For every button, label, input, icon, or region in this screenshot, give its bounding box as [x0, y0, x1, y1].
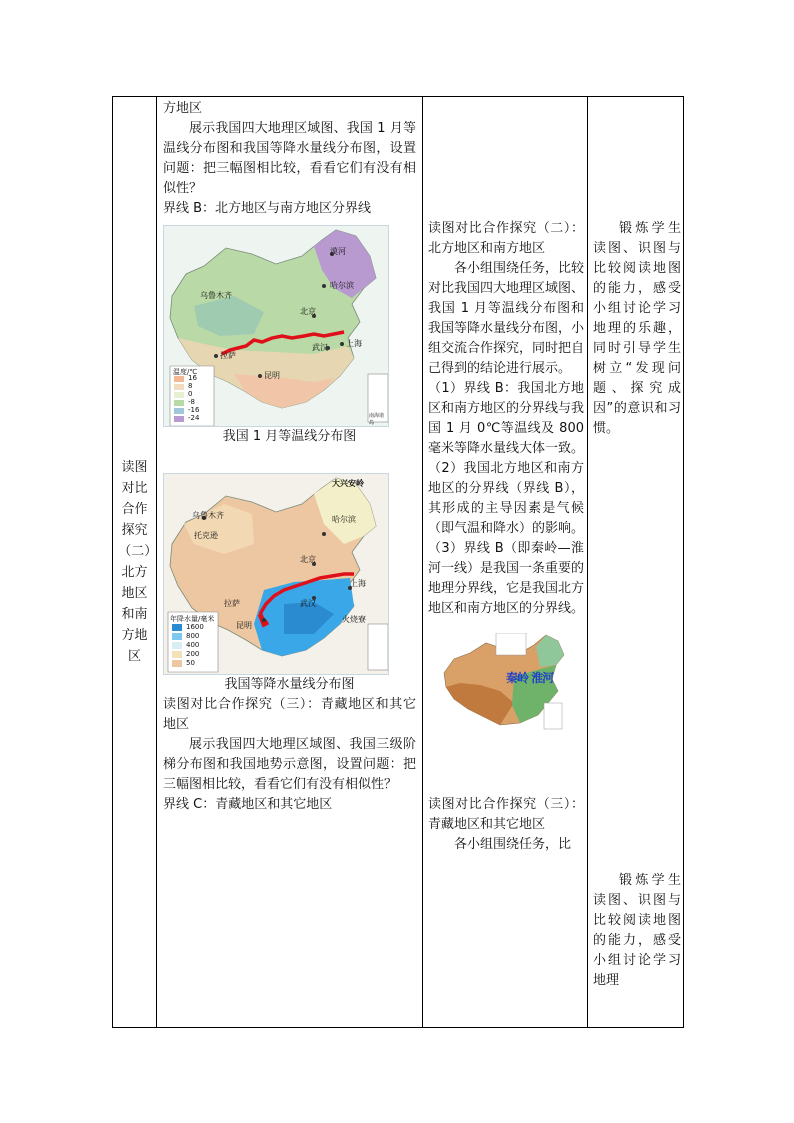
legend-value: 800	[186, 632, 200, 640]
map-label-tlkt: 托克逊	[194, 531, 218, 540]
precipitation-map	[163, 473, 389, 675]
legend-value: 16	[188, 374, 197, 382]
figure-caption: 我国等降水量线分布图	[224, 677, 355, 692]
map-label-urumqi: 乌鲁木齐	[192, 511, 224, 520]
map-label-lasa: 拉萨	[224, 599, 240, 608]
legend-value: -8	[188, 398, 195, 406]
map-label-wuhan: 武汉	[312, 343, 328, 352]
map-label-mohe: 漠河	[330, 247, 346, 256]
january-isotherm-map-graphic	[164, 226, 389, 427]
map-label-shanghai: 上海	[350, 579, 366, 588]
legend-value: 400	[186, 641, 200, 649]
legend-value: 200	[186, 650, 200, 658]
paragraph: 展示我国四大地理区域图、我国 1 月等温线分布图和我国等降水量线分布图，设置问题：把三幅图相比较，看看它们有没有相似性？	[163, 121, 416, 196]
design-intent-cell	[588, 97, 684, 1027]
spacer	[428, 733, 584, 795]
legend-value: 1600	[186, 623, 204, 631]
legend-value: 0	[188, 390, 193, 398]
map-label-dxal: 大兴安岭	[332, 479, 364, 488]
legend-value: -16	[188, 406, 200, 414]
january-isotherm-map	[163, 225, 389, 427]
paragraph: 锻炼学生读图、识图与比较阅读地图的能力，感受小组讨论学习地理的乐趣，同时引导学生树立“发现问题、探究成因”的意识和习惯。	[593, 221, 681, 436]
map-label-kunming: 昆明	[264, 371, 280, 380]
legend-value: 50	[186, 659, 195, 667]
paragraph: 读图对比合作探究（三）：青藏地区和其它地区	[163, 697, 416, 732]
spacer	[593, 439, 681, 871]
paragraph: 读图对比合作探究（三）：青藏地区和其它地区	[428, 797, 584, 832]
paragraph: 读图对比合作探究（二）：北方地区和南方地区	[428, 221, 584, 256]
figure-caption: 我国 1 月等温线分布图	[222, 429, 357, 444]
paragraph: （1）界线 B：我国北方地区和南方地区的分界线与我国 1 月 0℃等温线及 800 毫米等降水量线大体一致。	[428, 381, 585, 456]
section-label: 读图对比合作探究（二）北方地区和南方地区	[118, 460, 151, 664]
legend-title: 温度/℃	[173, 368, 198, 376]
paragraph: （2）我国北方地区和南方地区的分界线（界线 B），其形成的主导因素是气候（即气温和降水）的影响。	[428, 461, 585, 536]
map-label-shanghai: 上海	[346, 339, 362, 348]
map-label-lasa: 拉萨	[220, 351, 236, 360]
paragraph: 各小组围绕任务，比较对比我国四大地理区域图、我国 1 月等温线分布图和我国等降水量线分布图，小组交流合作探究，同时把自己得到的结论进行展示。	[428, 261, 585, 376]
teacher-activity-cell	[157, 97, 422, 1027]
section-label-cell	[113, 97, 156, 1027]
legend-value: 8	[188, 382, 193, 390]
paragraph: 锻炼学生读图、识图与比较阅读地图的能力，感受小组讨论学习地理	[593, 873, 681, 988]
student-activity-cell	[423, 97, 587, 1027]
map-label-wuhan: 武汉	[300, 599, 316, 608]
lesson-plan-table	[112, 96, 684, 1028]
inset-label: 南海诸岛	[369, 413, 385, 426]
map-label-harbin: 哈尔滨	[330, 281, 354, 290]
map-label-huoyanshan: 火烧寮	[342, 615, 366, 624]
map-label-beijing: 北京	[300, 307, 316, 316]
map-label-beijing: 北京	[300, 555, 316, 564]
map-label-urumqi: 乌鲁木齐	[200, 291, 232, 300]
paragraph: 方地区	[163, 101, 203, 116]
paragraph: 界线 C：青藏地区和其它地区	[163, 797, 333, 812]
map-label-kunming: 昆明	[236, 621, 252, 630]
paragraph: 界线 B：北方地区与南方地区分界线	[163, 201, 372, 216]
legend-value: -24	[188, 414, 200, 422]
map-label-qinling-huaihe: 秦岭 淮河	[506, 671, 554, 685]
map-label-harbin: 哈尔滨	[332, 515, 356, 524]
qinling-huaihe-map	[440, 633, 566, 733]
paragraph: 各小组围绕任务，比	[454, 837, 572, 852]
legend-title: 年降水量/毫米	[170, 615, 215, 623]
paragraph: 展示我国四大地理区域图、我国三级阶梯分布图和我国地势示意图，设置问题：把三幅图相比较，看看它们有没有相似性？	[163, 737, 416, 792]
paragraph: （3）界线 B（即秦岭—淮河一线）是我国一条重要的地理分界线，它是我国北方地区和南方地区的分界线。	[428, 541, 585, 616]
